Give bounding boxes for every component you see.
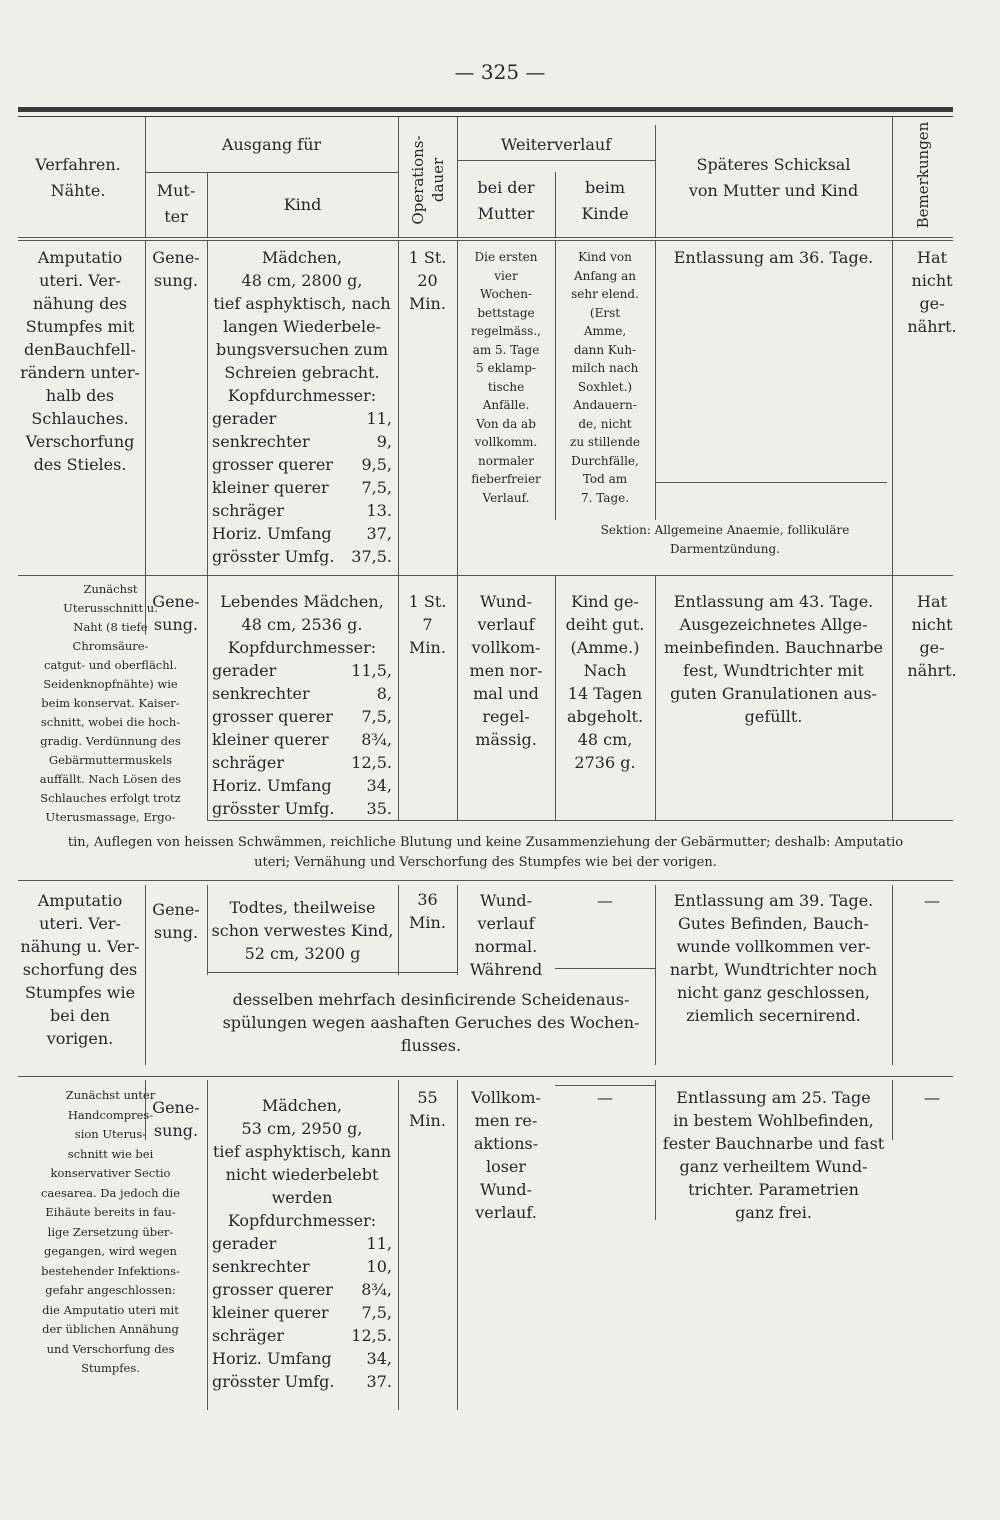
row4-schicksal: Entlassung am 25. Tage in bestem Wohlbefinden, fester Bauchnarbe und fast ganz verheiltem Wund- trichter. Parametrien ganz frei. [662,1088,885,1222]
row4-mutter: Gene- sung. [152,1098,200,1140]
row1-sektion: Sektion: Allgemeine Anaemie, follikuläre Darmentzündung. [600,523,850,556]
row2-mutter: Gene- sung. [152,592,200,634]
header-kind: Kind [283,195,322,214]
row2-kind-line: Lebendes Mädchen, [220,592,384,611]
row4-verfahren: Zunächst unter Handcompres- sion Uterus- schnitt wie bei konservativer Sectio caesarea. Da jedoch die Eihäute bereits in fau- lige Zersetzung über- gegangen, wird wegen bestehender Infektions- gefahr angeschlossen: die Amputatio uteri mit der üblichen Annähung und Verschorfung des Stumpfes. [40,1088,181,1375]
row1-kind-line: Schreien gebracht. [224,363,380,382]
row4-kind-line: tief asphyktisch, kann [212,1142,392,1161]
row3-dauer: 36 Min. [409,890,446,932]
row2-kind-line: Kopfdurchmesser: [227,638,377,657]
header-bemerkungen: Bemerkungen [914,121,932,229]
row1-mutter-verlauf: Die ersten vier Wochen- bettstage regelmäss., am 5. Tage 5 eklamp- tische Anfälle. Von da ab vollkomm. normaler fieberfreier Verlauf. [471,250,541,505]
row1-bemerkungen: Hat nicht ge- nährt. [907,248,957,336]
header-verfahren: Verfahren. Nähte. [35,155,121,200]
row1-kind-line: langen Wiederbele- [223,317,381,336]
row3-bemerkungen: — [924,891,940,910]
row1-kind-line: Mädchen, [261,248,343,267]
measure-row: senkrechter 8, [212,684,392,703]
row1-kind-line: Kopfdurchmesser: [227,386,377,405]
measure-row: grosser querer 9,5, [212,455,392,474]
row2-dauer: 1 St. 7 Min. [408,592,447,657]
row1-kind-verlauf: Kind von Anfang an sehr elend. (Erst Amme, dann Kuh- milch nach Soxhlet.) Andauern- de, nicht zu stillende Durchfälle, Tod am 7. Tage. [570,250,640,505]
measure-row: senkrechter 9, [212,432,392,451]
row1-schicksal: Entlassung am 36. Tage. [673,248,874,267]
header-schicksal: Späteres Schicksal von Mutter und Kind [688,155,859,200]
row2-verfahren-cont: tin, Auflegen von heissen Schwämmen, reichliche Blutung und keine Zusammenziehung der Gebärmutter; deshalb: Amputatio uteri; Vernähung und Verschorfung des Stumpfes wie bei der vorigen. [67,835,904,870]
row1-kind [212,246,392,568]
row1-kind-line: 48 cm, 2800 g, [241,271,363,290]
row3-mutter-verlauf-cont: desselben mehrfach desinficirende Scheidenaus- spülungen wegen aashaften Geruches des Wochen- flusses. [222,990,640,1055]
measure-row: Horiz. Umfang 34, [212,1349,392,1368]
header-beim-kinde: beim Kinde [581,178,629,223]
row4-bemerkungen: — [924,1088,940,1107]
row1-dauer: 1 St. 20 Min. [408,248,447,313]
row2-bemerkungen: Hat nicht ge- nährt. [907,592,957,680]
row1-mutter: Gene- sung. [152,248,200,290]
row3-verfahren: Amputatio uteri. Ver- nähung u. Ver- schorfung des Stumpfes wie bei den vorigen. [20,891,140,1048]
measure-row: kleiner querer 8¾, [212,730,392,749]
row2-mutter-verlauf: Wund- verlauf vollkom- men nor- mal und regel- mässig. [469,592,543,749]
page-number: — 325 — [454,60,546,84]
row4-kind-line: 53 cm, 2950 g, [241,1119,363,1138]
row1-kind-line: tief asphyktisch, nach [213,294,391,313]
header-ausgang: Ausgang für [221,135,322,154]
measure-row: senkrechter 10, [212,1257,392,1276]
row4-kind-line: Mädchen, [261,1096,343,1115]
measure-row: gerader 11,5, [212,661,392,680]
measure-row: gerader 11, [212,409,392,428]
row2-kind [212,590,392,820]
measure-row: schräger 12,5. [212,753,392,772]
header-mutter: Mut- ter [156,181,196,226]
row1-kind-line: bungsversuchen zum [215,340,388,359]
measure-row: grosser querer 7,5, [212,707,392,726]
row4-kind-line: werden [271,1188,333,1207]
header-operationsdauer: Operations- dauer [409,135,447,225]
measure-row: grösster Umfg. 37. [212,1372,392,1391]
row2-kind-line: 48 cm, 2536 g. [241,615,363,634]
row2-kind-verlauf: Kind ge- deiht gut. (Amme.) Nach 14 Tagen abgeholt. 48 cm, 2736 g. [565,592,645,772]
row4-kind-line: nicht wiederbelebt [225,1165,379,1184]
row2-verfahren: Zunächst Uterusschnitt u. Naht (8 tiefe Chromsäure- catgut- und oberflächl. Seidenknopfnähte) wie beim konservat. Kaiser- schnitt, wobei die hoch- gradig. Verdünnung des Gebärmuttermuskels auffällt. Nach Lösen des Schlauches erfolgt trotz Uterusmassage, Ergo- [39,582,182,824]
measure-row: schräger 13. [212,501,392,520]
row3-mutter: Gene- sung. [152,900,200,942]
header-weiterverlauf: Weiterverlauf [500,135,612,154]
row1-verfahren: Amputatio uteri. Ver- nähung des Stumpfes mit denBauchfell- rändern unter- halb des Schlauches. Verschorfung des Stieles. [20,248,140,474]
row4-mutter-verlauf: Vollkom- men re- aktions- loser Wund- verlauf. [471,1088,541,1222]
measure-row: Horiz. Umfang 37, [212,524,392,543]
measure-row: grösster Umfg. 35. [212,799,392,818]
row3-kind-verlauf: — [597,891,613,910]
row4-kind-line: Kopfdurchmesser: [227,1211,377,1230]
row2-schicksal: Entlassung am 43. Tage. Ausgezeichnetes Allge- meinbefinden. Bauchnarbe fest, Wundtrichter mit guten Granulationen aus- gefüllt. [663,592,883,726]
measure-row: grösster Umfg. 37,5. [212,547,392,566]
top-rule [18,107,953,112]
row3-kind: Todtes, theilweise schon verwestes Kind, 52 cm, 3200 g [211,898,394,963]
row4-dauer: 55 Min. [409,1088,446,1130]
measure-row: grosser querer 8¾, [212,1280,392,1299]
measure-row: Horiz. Umfang 34, [212,776,392,795]
row4-kind [212,1094,392,1393]
header-bei-der-mutter: bei der Mutter [477,178,535,223]
row3-schicksal: Entlassung am 39. Tage. Gutes Befinden, Bauch- wunde vollkommen ver- narbt, Wundtrichter noch nicht ganz geschlossen, ziemlich secernirend. [669,891,878,1025]
measure-row: gerader 11, [212,1234,392,1253]
measure-row: kleiner querer 7,5, [212,478,392,497]
top-rule-thin [18,116,953,117]
measure-row: schräger 12,5. [212,1326,392,1345]
row4-kind-verlauf: — [597,1088,613,1107]
measure-row: kleiner querer 7,5, [212,1303,392,1322]
row3-mutter-verlauf: Wund- verlauf normal. Während [469,891,543,979]
